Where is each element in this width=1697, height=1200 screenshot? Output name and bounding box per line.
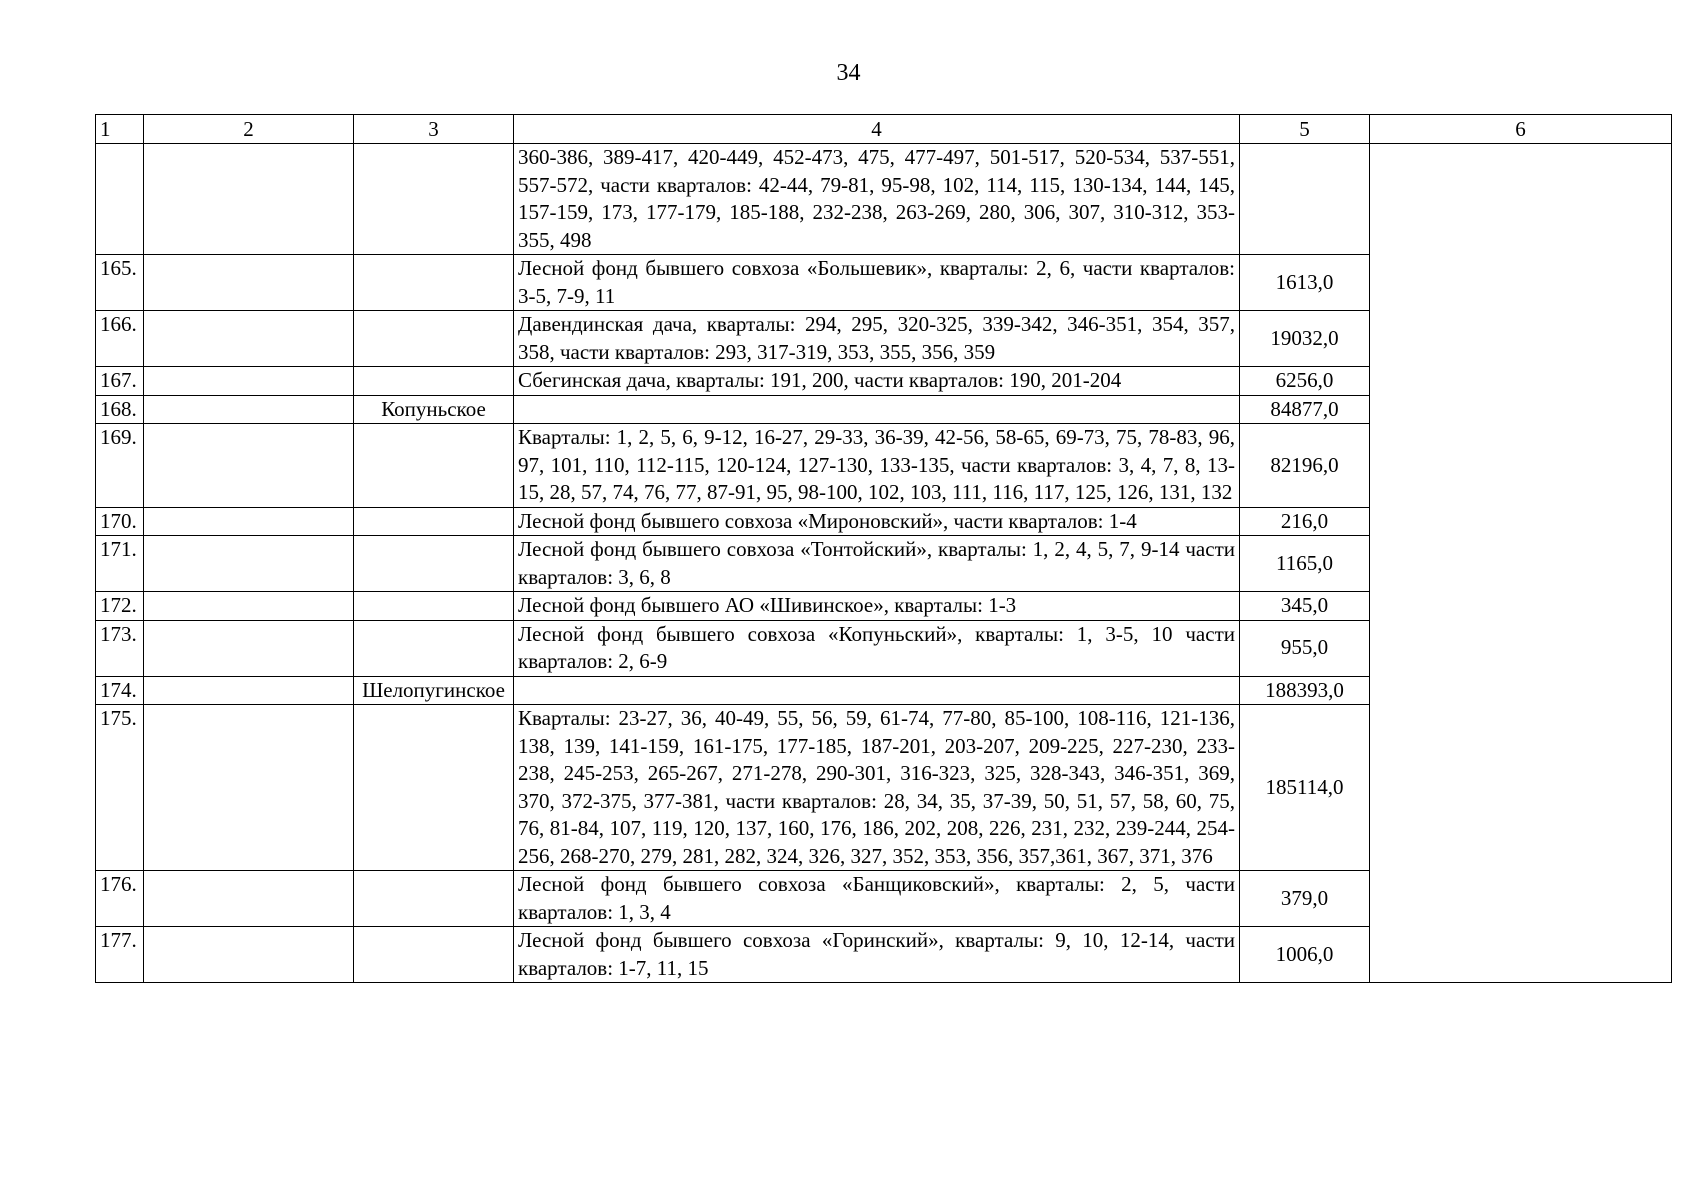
page-number: 34 [836,60,861,86]
description-cell [514,395,1240,424]
col2-cell [144,620,354,676]
description-cell: Лесной фонд бывшего совхоза «Копуньский», кварталы: 1, 3-5, 10 части кварталов: 2, 6-9 [514,620,1240,676]
area-cell: 188393,0 [1240,676,1370,705]
col2-cell [144,536,354,592]
district-cell [354,592,514,621]
col2-cell [144,705,354,871]
area-cell: 1006,0 [1240,927,1370,983]
area-cell: 955,0 [1240,620,1370,676]
col2-cell [144,507,354,536]
district-cell [354,705,514,871]
district-cell [354,620,514,676]
district-cell [354,424,514,508]
district-cell [354,927,514,983]
description-cell: Лесной фонд бывшего АО «Шивинское», кварталы: 1-3 [514,592,1240,621]
col2-cell [144,367,354,396]
row-number-cell: 176. [96,871,144,927]
row-number-cell: 165. [96,255,144,311]
row-number-cell: 174. [96,676,144,705]
row-number-cell [96,144,144,255]
district-cell [354,367,514,396]
area-cell: 1165,0 [1240,536,1370,592]
area-cell: 216,0 [1240,507,1370,536]
description-cell [514,676,1240,705]
district-cell: Копуньское [354,395,514,424]
row-number-cell: 172. [96,592,144,621]
description-cell: Лесной фонд бывшего совхоза «Тонтойский», кварталы: 1, 2, 4, 5, 7, 9-14 части кварталов: 3, 6, 8 [514,536,1240,592]
area-cell: 82196,0 [1240,424,1370,508]
col2-cell [144,424,354,508]
area-cell [1240,144,1370,255]
district-cell [354,507,514,536]
col2-cell [144,927,354,983]
header-cell: 1 [96,115,144,144]
row-number-cell: 177. [96,927,144,983]
district-cell [354,311,514,367]
area-cell: 379,0 [1240,871,1370,927]
area-cell: 345,0 [1240,592,1370,621]
row-number-cell: 166. [96,311,144,367]
description-cell: Лесной фонд бывшего совхоза «Горинский», кварталы: 9, 10, 12-14, части кварталов: 1-7, 11, 15 [514,927,1240,983]
description-cell: Лесной фонд бывшего совхоза «Банщиковский», кварталы: 2, 5, части кварталов: 1, 3, 4 [514,871,1240,927]
district-cell: Шелопугинское [354,676,514,705]
description-cell: Кварталы: 1, 2, 5, 6, 9-12, 16-27, 29-33, 36-39, 42-56, 58-65, 69-73, 75, 78-83, 96, 97, 101, 110, 112-115, 120-124, 127-130, 133-135, части кварталов: 3, 4, 7, 8, 13-15, 28, 57, 74, 76, 77, 87-91, 95, 98-100, 102, 103, 111, 116, 117, 125, 126, 131, 132 [514,424,1240,508]
description-cell: Давендинская дача, кварталы: 294, 295, 320-325, 339-342, 346-351, 354, 357, 358, части кварталов: 293, 317-319, 353, 355, 356, 359 [514,311,1240,367]
row-number-cell: 167. [96,367,144,396]
district-cell [354,871,514,927]
col2-cell [144,144,354,255]
row-number-cell: 175. [96,705,144,871]
col2-cell [144,592,354,621]
description-cell: Лесной фонд бывшего совхоза «Большевик», кварталы: 2, 6, части кварталов: 3-5, 7-9, 11 [514,255,1240,311]
description-cell: Лесной фонд бывшего совхоза «Мироновский», части кварталов: 1-4 [514,507,1240,536]
header-cell: 4 [514,115,1240,144]
district-cell [354,144,514,255]
col2-cell [144,871,354,927]
table-row [96,144,1672,255]
row-number-cell: 171. [96,536,144,592]
header-cell: 3 [354,115,514,144]
col2-cell [144,395,354,424]
header-cell: 5 [1240,115,1370,144]
area-cell: 19032,0 [1240,311,1370,367]
table-header-row [96,115,1672,144]
district-cell [354,255,514,311]
row-number-cell: 168. [96,395,144,424]
area-cell: 185114,0 [1240,705,1370,871]
forest-fund-table [95,114,1672,983]
area-cell: 84877,0 [1240,395,1370,424]
col2-cell [144,676,354,705]
header-cell: 2 [144,115,354,144]
notes-cell [1370,144,1672,983]
col2-cell [144,255,354,311]
col2-cell [144,311,354,367]
area-cell: 6256,0 [1240,367,1370,396]
description-cell: 360-386, 389-417, 420-449, 452-473, 475, 477-497, 501-517, 520-534, 537-551, 557-572, части кварталов: 42-44, 79-81, 95-98, 102, 114, 115, 130-134, 144, 145, 157-159, 173, 177-179, 185-188, 232-238, 263-269, 280, 306, 307, 310-312, 353-355, 498 [514,144,1240,255]
area-cell: 1613,0 [1240,255,1370,311]
row-number-cell: 170. [96,507,144,536]
header-cell: 6 [1370,115,1672,144]
district-cell [354,536,514,592]
row-number-cell: 169. [96,424,144,508]
row-number-cell: 173. [96,620,144,676]
description-cell: Кварталы: 23-27, 36, 40-49, 55, 56, 59, 61-74, 77-80, 85-100, 108-116, 121-136, 138, 139, 141-159, 161-175, 177-185, 187-201, 203-207, 209-225, 227-230, 233-238, 245-253, 265-267, 271-278, 290-301, 316-323, 325, 328-343, 346-351, 369, 370, 372-375, 377-381, части кварталов: 28, 34, 35, 37-39, 50, 51, 57, 58, 60, 75, 76, 81-84, 107, 119, 120, 137, 160, 176, 186, 202, 208, 226, 231, 232, 239-244, 254-256, 268-270, 279, 281, 282, 324, 326, 327, 352, 353, 356, 357,361, 367, 371, 376 [514,705,1240,871]
description-cell: Сбегинская дача, кварталы: 191, 200, части кварталов: 190, 201-204 [514,367,1240,396]
